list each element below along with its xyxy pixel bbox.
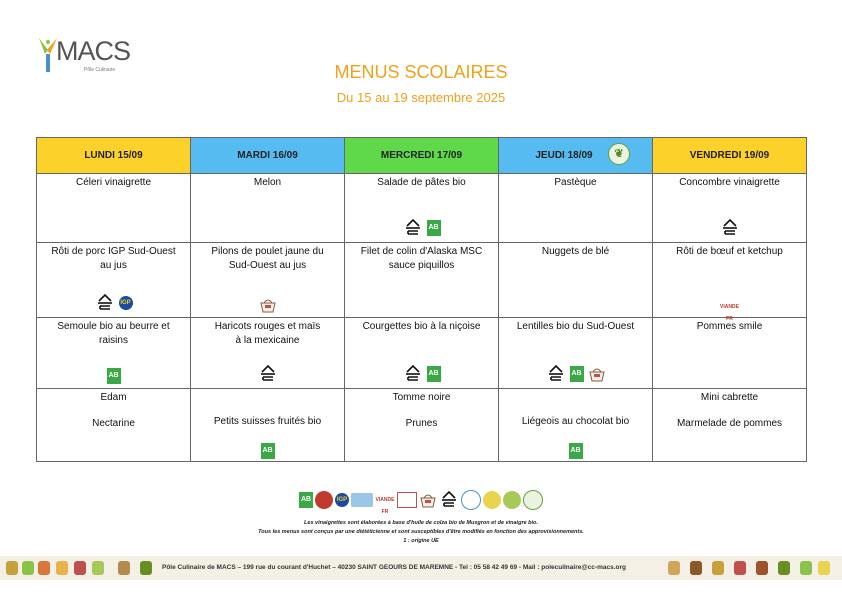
dish-name: Pastèque xyxy=(554,177,597,188)
menu-cell xyxy=(37,243,191,318)
decor-icon xyxy=(92,561,104,575)
dish-name: au jus xyxy=(100,260,127,271)
panier-local-icon xyxy=(588,366,606,382)
menu-cell xyxy=(37,318,191,389)
menu-cell xyxy=(37,389,191,462)
igp-label-icon: IGP xyxy=(335,493,349,507)
dish-name: Melon xyxy=(253,177,282,188)
dish-name: Tomme noire xyxy=(392,392,451,403)
decor-icon xyxy=(140,561,152,575)
menu-row xyxy=(37,389,807,462)
dish-name: Semoule bio au beurre et xyxy=(57,321,170,332)
line-spacer xyxy=(658,405,801,417)
decor-icon xyxy=(712,561,724,575)
decor-icon xyxy=(74,561,86,575)
menu-body xyxy=(37,174,807,462)
dish-name: Marmelade de pommes xyxy=(676,418,783,429)
footer-bar xyxy=(0,556,842,580)
msc-icon xyxy=(351,493,373,507)
ab-bio-icon: AB xyxy=(427,220,441,236)
volaille-francaise-icon xyxy=(397,492,417,508)
day-header xyxy=(191,138,345,174)
fait-maison-icon xyxy=(439,490,459,510)
panier-local-icon xyxy=(259,297,277,313)
menu-cell xyxy=(345,243,499,318)
label-icons xyxy=(345,364,498,384)
dish-name: Concombre vinaigrette xyxy=(679,177,780,188)
menu-row xyxy=(37,318,807,389)
ab-bio-icon: AB xyxy=(107,368,121,384)
day-label: JEUDI 18/09 xyxy=(535,150,593,161)
day-label: VENDREDI 19/09 xyxy=(689,150,770,161)
dish-name: Prunes xyxy=(405,418,438,429)
day-header xyxy=(499,138,653,174)
decor-icon xyxy=(734,561,746,575)
dish-name: Lentilles bio du Sud-Ouest xyxy=(516,321,635,332)
menu-cell xyxy=(499,389,653,462)
aop-icon xyxy=(483,491,501,509)
label-icons xyxy=(37,368,190,384)
dish-name: Rôti de bœuf et ketchup xyxy=(676,246,783,257)
decor-icon xyxy=(818,561,830,575)
menu-cell xyxy=(653,174,807,243)
menu-row xyxy=(37,174,807,243)
dish-name: raisins xyxy=(99,335,128,346)
dish-name: Nuggets de blé xyxy=(541,246,610,257)
footnote-dietitian: Tous les menus sont conçus par une diététicienne et sont susceptibles d'être modifiés en fonction des approvisionnements. xyxy=(258,529,584,535)
line-spacer xyxy=(196,391,339,403)
menu-cell xyxy=(653,318,807,389)
viande-francaise-icon: VIANDE FR xyxy=(720,304,739,322)
vegetarian-leaf-icon: ❦ xyxy=(608,143,630,165)
line-spacer xyxy=(350,405,493,417)
line-spacer xyxy=(42,405,185,417)
fait-maison-icon xyxy=(95,293,115,313)
dish-name: Rôti de porc IGP Sud-Ouest xyxy=(51,246,176,257)
label-icons xyxy=(499,443,652,459)
dish-name: Pilons de poulet jaune du xyxy=(211,246,324,257)
label-icons xyxy=(191,297,344,313)
fait-maison-icon xyxy=(258,364,278,384)
menu-cell xyxy=(37,174,191,243)
label-icons xyxy=(653,218,806,238)
menu-cell xyxy=(191,174,345,243)
menu-row xyxy=(37,243,807,318)
day-header xyxy=(345,138,499,174)
footnote-vinaigrette: Les vinaigrettes sont élaborées à base d'huile de colza bio de Musgron et de vinaigre bio. xyxy=(304,520,538,526)
decor-icon xyxy=(6,561,18,575)
day-header xyxy=(653,138,807,174)
decor-icon xyxy=(778,561,790,575)
footnote-origin: 1 : origine UE xyxy=(403,538,439,544)
line-spacer xyxy=(196,403,339,415)
menu-cell xyxy=(345,174,499,243)
menu-cell xyxy=(653,243,807,322)
dish-name: Nectarine xyxy=(92,418,135,429)
label-icons xyxy=(345,218,498,238)
ab-bio-icon: AB xyxy=(427,366,441,382)
menu-cell xyxy=(345,389,499,462)
decor-icon xyxy=(118,561,130,575)
menu-cell xyxy=(653,389,807,462)
day-label: MERCREDI 17/09 xyxy=(380,150,463,161)
day-label: MARDI 16/09 xyxy=(237,150,298,161)
logo-text: MACS xyxy=(56,36,131,66)
ab-bio-icon: AB xyxy=(570,366,584,382)
menu-cell xyxy=(499,243,653,318)
menu-cell xyxy=(191,389,345,462)
day-label: LUNDI 15/09 xyxy=(84,150,143,161)
footer-address: Pôle Culinaire de MACS – 199 rue du courant d'Huchet – 40230 SAINT GEOURS DE MAREMNE - Tel : 05 58 42 49 69 - Mail : polecuilnaire@cc-macs.org xyxy=(162,564,626,571)
dish-name: Edam xyxy=(100,392,127,403)
line-spacer xyxy=(504,403,647,415)
menu-cell xyxy=(499,318,653,389)
dish-name: sauce piquillos xyxy=(388,260,455,271)
decor-icon xyxy=(756,561,768,575)
menu-cell xyxy=(191,318,345,389)
dish-name: Petits suisses fruités bio xyxy=(213,416,322,427)
line-spacer xyxy=(504,391,647,403)
page-subtitle: Du 15 au 19 septembre 2025 xyxy=(336,90,506,105)
decor-icon xyxy=(22,561,34,575)
label-rouge-icon xyxy=(315,491,333,509)
dish-name: Sud-Ouest au jus xyxy=(228,260,307,271)
label-icons xyxy=(653,301,806,322)
panier-local-icon xyxy=(419,492,437,508)
label-icons xyxy=(499,364,652,384)
fait-maison-icon xyxy=(403,218,423,238)
dish-name: Courgettes bio à la niçoise xyxy=(362,321,481,332)
logo-subtitle: Pôle Culinaire xyxy=(84,67,116,73)
decor-icon xyxy=(56,561,68,575)
decor-icon xyxy=(690,561,702,575)
vegetarien-icon xyxy=(503,491,521,509)
fait-maison-icon xyxy=(546,364,566,384)
menu-cell xyxy=(191,243,345,318)
day-header-row xyxy=(37,138,807,174)
peche-durable-icon xyxy=(461,490,481,510)
dish-name: Haricots rouges et maïs xyxy=(214,321,321,332)
ab-bio-icon: AB xyxy=(299,492,313,508)
day-header xyxy=(37,138,191,174)
label-icons xyxy=(37,293,190,313)
ab-bio-icon: AB xyxy=(569,443,583,459)
igp-label-icon: IGP xyxy=(119,296,133,310)
label-legend xyxy=(0,490,842,515)
decor-icon xyxy=(38,561,50,575)
menu-table xyxy=(36,137,807,462)
viande-francaise-icon: VIANDE FR xyxy=(375,497,395,515)
decor-icon xyxy=(800,561,812,575)
ab-bio-icon: AB xyxy=(261,443,275,459)
leaf-icon xyxy=(523,490,543,510)
dish-name: Mini cabrette xyxy=(700,392,759,403)
dish-name: Pommes smile xyxy=(696,321,763,332)
menu-cell xyxy=(499,174,653,243)
dish-name: Filet de colin d'Alaska MSC xyxy=(360,246,483,257)
dish-name: Céleri vinaigrette xyxy=(75,177,152,188)
fait-maison-icon xyxy=(720,218,740,238)
dish-name: à la mexicaine xyxy=(235,335,300,346)
dish-name: Liégeois au chocolat bio xyxy=(521,416,630,427)
fait-maison-icon xyxy=(403,364,423,384)
dish-name: Salade de pâtes bio xyxy=(377,177,466,188)
decor-icon xyxy=(668,561,680,575)
label-icons xyxy=(191,443,344,459)
label-icons xyxy=(191,364,344,384)
menu-cell xyxy=(345,318,499,389)
page-title: MENUS SCOLAIRES xyxy=(334,62,508,82)
